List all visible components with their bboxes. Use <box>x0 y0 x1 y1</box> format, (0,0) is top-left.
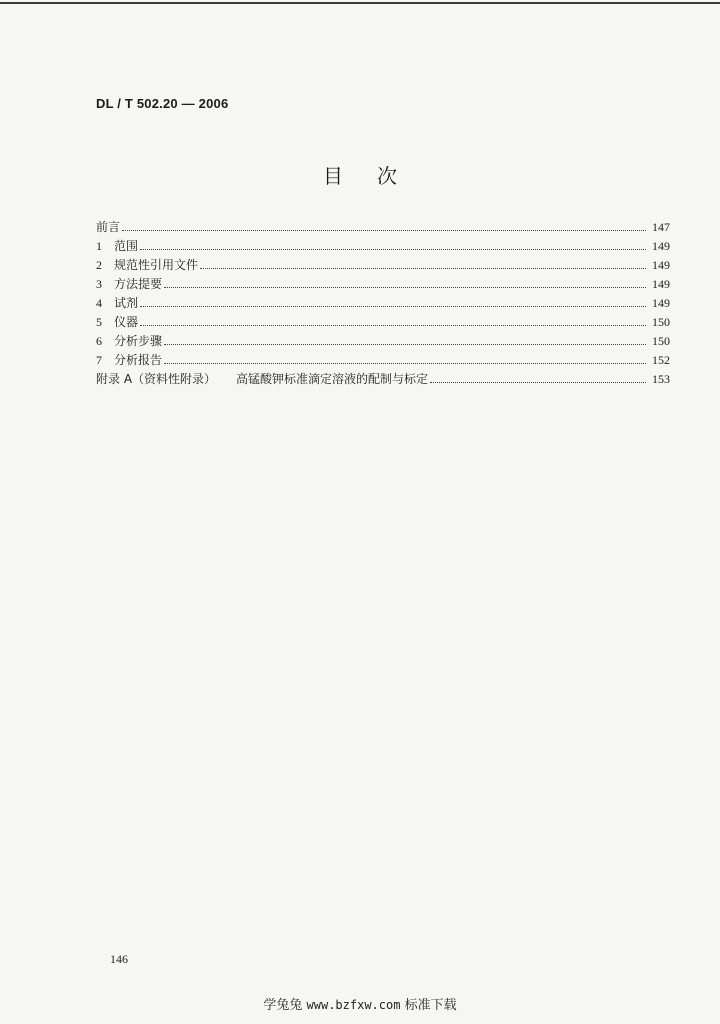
toc-title: 目次 <box>323 164 431 188</box>
toc-entry-number: 1 <box>96 239 102 253</box>
standard-code: DL / T 502.20 — 2006 <box>96 96 229 111</box>
toc-leader-dots <box>164 343 646 345</box>
appendix-title: 高锰酸钾标准滴定溶液的配制与标定 <box>236 372 429 386</box>
toc-entry-page: 147 <box>652 220 670 234</box>
toc-entry-method-summary[interactable] <box>96 275 670 294</box>
toc-entry-label: 规范性引用文件 <box>114 258 199 272</box>
toc-entry-foreword[interactable] <box>96 218 670 237</box>
toc-entry-page: 149 <box>652 277 670 291</box>
toc-entry-procedure[interactable] <box>96 332 670 351</box>
toc-entry-label: 仪器 <box>114 315 139 329</box>
toc-entry-apparatus[interactable] <box>96 313 670 332</box>
toc-entry-number: 6 <box>96 334 102 348</box>
toc-entry-number: 4 <box>96 296 102 310</box>
toc-entry-label: 分析报告 <box>114 353 163 367</box>
toc-entry-scope[interactable] <box>96 237 670 256</box>
watermark-url[interactable]: www.bzfxw.com <box>306 998 401 1012</box>
table-of-contents <box>96 218 670 389</box>
toc-entry-page: 149 <box>652 296 670 310</box>
toc-entry-page: 152 <box>652 353 670 367</box>
toc-entry-label: 方法提要 <box>114 277 163 291</box>
watermark-suffix: 标准下载 <box>404 998 457 1013</box>
toc-entry-normative-references[interactable] <box>96 256 670 275</box>
toc-entry-label: 前言 <box>96 220 121 234</box>
toc-entry-appendix-a[interactable] <box>96 370 670 389</box>
appendix-label: 附录 A（资料性附录） <box>96 372 217 386</box>
toc-entry-page: 153 <box>652 372 670 386</box>
toc-leader-dots <box>200 267 646 269</box>
toc-entry-page: 149 <box>652 239 670 253</box>
watermark-prefix: 学兔兔 <box>263 998 303 1013</box>
toc-leader-dots <box>164 362 646 364</box>
toc-entry-page: 150 <box>652 315 670 329</box>
toc-leader-dots <box>140 248 646 250</box>
toc-leader-dots <box>122 229 646 231</box>
top-border-line <box>0 2 720 4</box>
toc-entry-number: 2 <box>96 258 102 272</box>
toc-entry-label: 分析步骤 <box>114 334 163 348</box>
toc-leader-dots <box>140 324 646 326</box>
toc-entry-label: 试剂 <box>114 296 139 310</box>
toc-entry-reagents[interactable] <box>96 294 670 313</box>
toc-entry-number: 3 <box>96 277 102 291</box>
toc-entry-number: 5 <box>96 315 102 329</box>
toc-entry-page: 150 <box>652 334 670 348</box>
toc-entry-number: 7 <box>96 353 102 367</box>
page-number: 146 <box>110 952 128 966</box>
toc-entry-label: 范围 <box>114 239 139 253</box>
toc-leader-dots <box>430 381 646 383</box>
toc-leader-dots <box>140 305 646 307</box>
toc-leader-dots <box>164 286 646 288</box>
toc-entry-page: 149 <box>652 258 670 272</box>
toc-entry-report[interactable] <box>96 351 670 370</box>
watermark <box>0 994 720 1013</box>
